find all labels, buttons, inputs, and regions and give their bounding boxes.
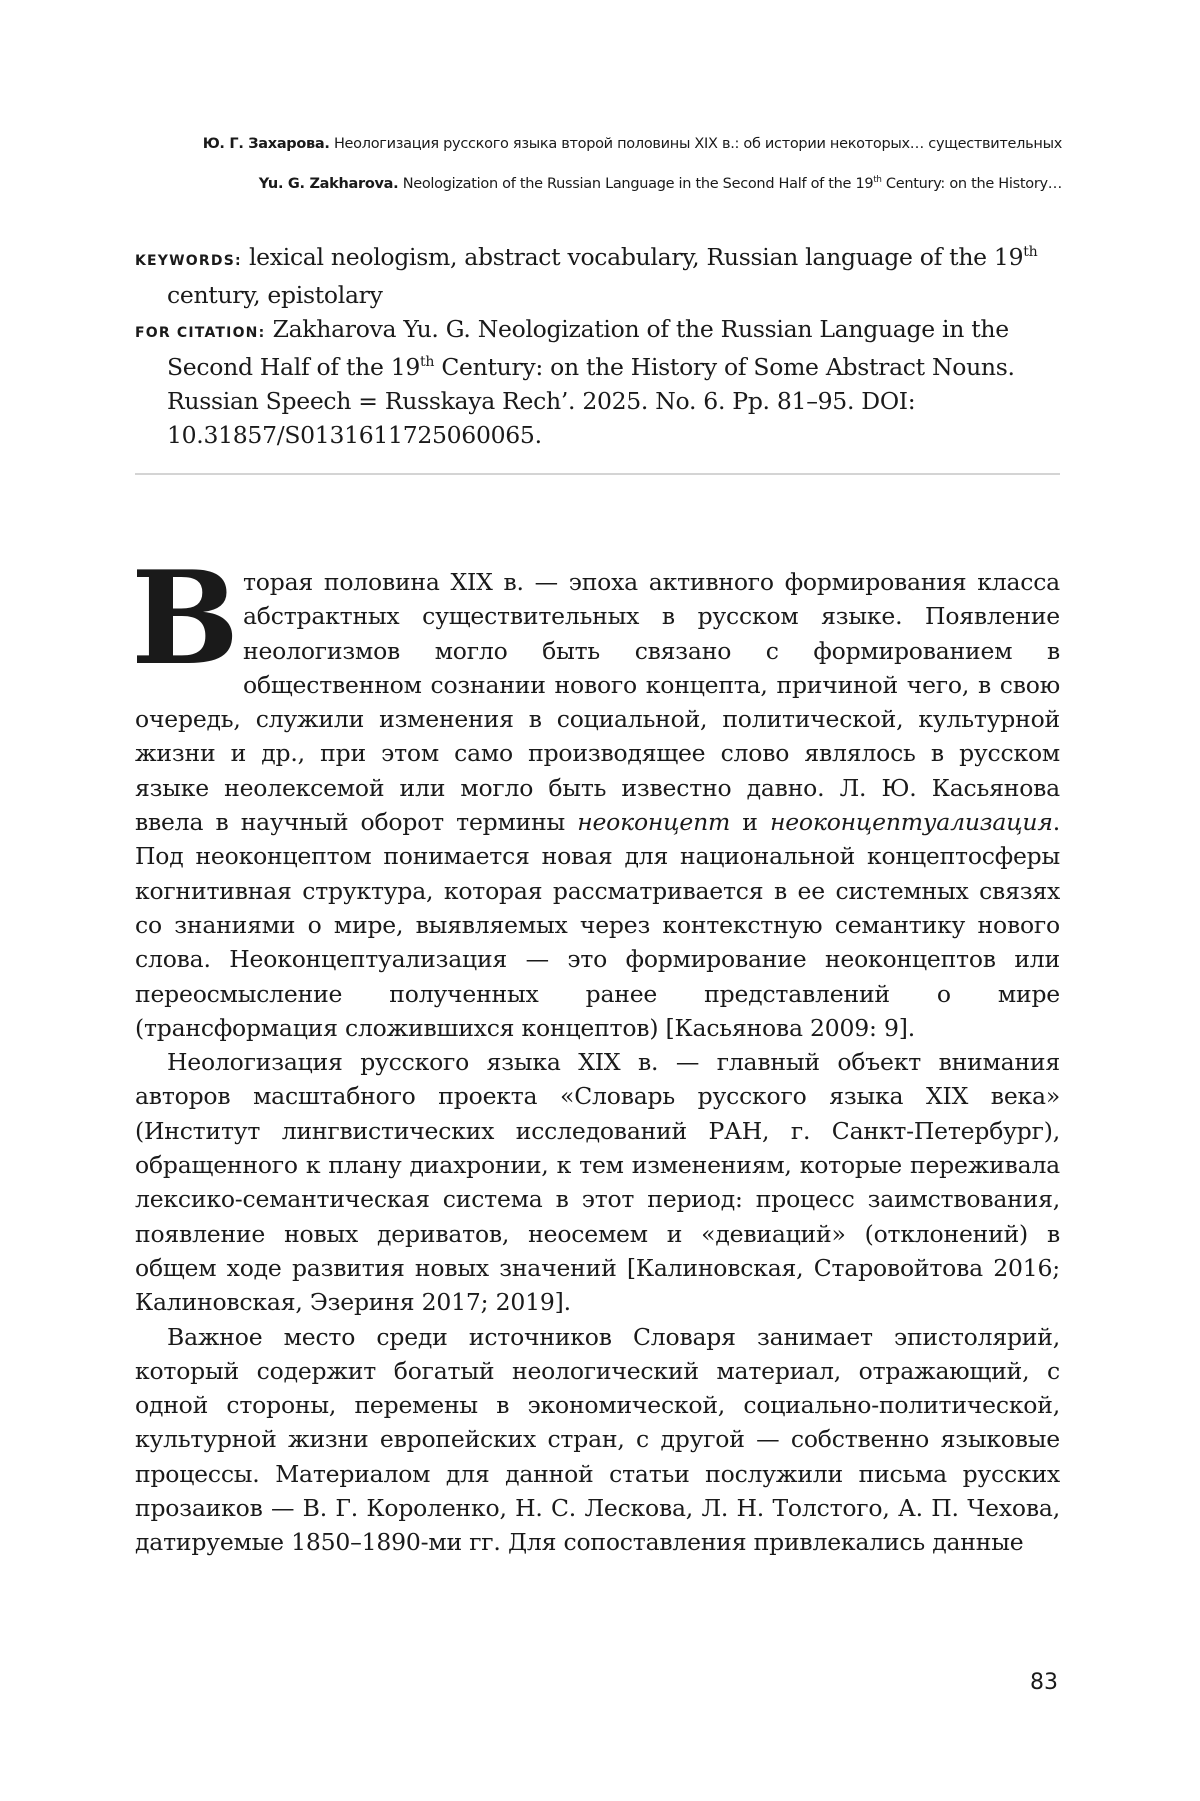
header-en-line xyxy=(120,164,1062,204)
header-en-author: Yu. G. Zakharova. xyxy=(258,176,399,192)
running-header xyxy=(120,124,1062,204)
citation-sup: th xyxy=(420,354,435,371)
term-neoconcept: неоконцепт xyxy=(577,808,731,837)
header-en-title-end: Century: on the History… xyxy=(881,176,1062,192)
term-neoconceptualization: неоконцептуализация xyxy=(769,808,1053,837)
header-ru-author: Ю. Г. Захарова. xyxy=(202,136,330,152)
header-ru-title: Неологизация русского языка второй половины XIX в.: об истории некоторых… существительных xyxy=(333,136,1062,152)
paragraph-1-text-a: торая половина XIX в. — эпоха активного формирования класса абстрактных существительных в русском языке. Появление неологизмов могло быть связано с формированием в общественном сознании нового концепта, причиной чего, в свою очередь, служили изменения в социальной, политической, культурной жизни и др., при этом само производящее слово являлось в русском языке неолексемой или могло быть известно давно. Л. Ю. Касьянова ввела в научный оборот термины xyxy=(135,568,1060,837)
paragraph-3: Важное место среди источников Словаря занимает эпистолярий, который содержит богатый неологический материал, отражающий, с одной стороны, перемены в экономической, социально-политической, культурной жизни европейских стран, с другой — собственно языковые процессы. Материалом для данной статьи послужили письма русских прозаиков — В. Г. Короленко, Н. С. Лескова, Л. Н. Толстого, А. П. Чехова, датируемые 1850–1890-ми гг. Для сопоставления привлекались данные xyxy=(135,1322,1060,1557)
page-number: 83 xyxy=(1030,1670,1058,1695)
keywords-sup: th xyxy=(1023,244,1038,261)
header-en-title-sup: th xyxy=(873,175,882,186)
drop-cap: В xyxy=(131,544,239,694)
article-body xyxy=(131,544,1060,1560)
citation-label: FOR CITATION: xyxy=(135,325,266,341)
paragraph-2: Неологизация русского языка XIX в. — главный объект внимания авторов масштабного проекта «Словарь русского языка XIX века» (Институт лингвистических исследований РАН, г. Санкт-Петербург), обращенного к плану диахронии, к тем изменениям, которые переживала лексико-семантическая система в этот период: процесс заимствования, появление новых дериватов, неосемем и «девиаций» (отклонений) в общем ходе развития новых значений [Калиновская, Старовойтова 2016; Калиновская, Эзериня 2017; 2019]. xyxy=(135,1048,1060,1317)
header-en-title: Neologization of the Russian Language in the Second Half of the 19 xyxy=(402,176,874,192)
paragraph-1 xyxy=(131,544,1060,1045)
header-ru-line xyxy=(120,124,1062,164)
citation-text-end: Century: on the History of Some Abstract Nouns. Russian Speech = Russkaya Rech’. 2025. No. 6. Pp. 81–95. DOI: 10.31857/S0131611725060065. xyxy=(167,353,1015,449)
keywords xyxy=(135,240,1060,312)
article-meta xyxy=(135,240,1060,452)
citation-text: Zakharova Yu. G. Neologization of the Russian Language in the Second Half of the 19 xyxy=(167,315,1009,381)
keywords-text-end: century, epistolary xyxy=(167,281,383,309)
citation xyxy=(135,312,1060,452)
paragraph-1-text-b: . Под неоконцептом понимается новая для национальной концептосферы когнитивная структура, которая рассматривается в ее системных связях со знаниями о мире, выявляемых через контекстную семантику нового слова. Неоконцептуализация — это формирование неоконцептов или переосмысление полученных ранее представлений о мире (трансформация сложившихся концептов) [Касьянова 2009: 9]. xyxy=(135,808,1060,1042)
divider xyxy=(135,473,1060,475)
keywords-text: lexical neologism, abstract vocabulary, Russian language of the 19 xyxy=(248,243,1024,271)
keywords-label: KEYWORDS: xyxy=(135,253,242,269)
paragraph-1-and: и xyxy=(730,808,770,837)
